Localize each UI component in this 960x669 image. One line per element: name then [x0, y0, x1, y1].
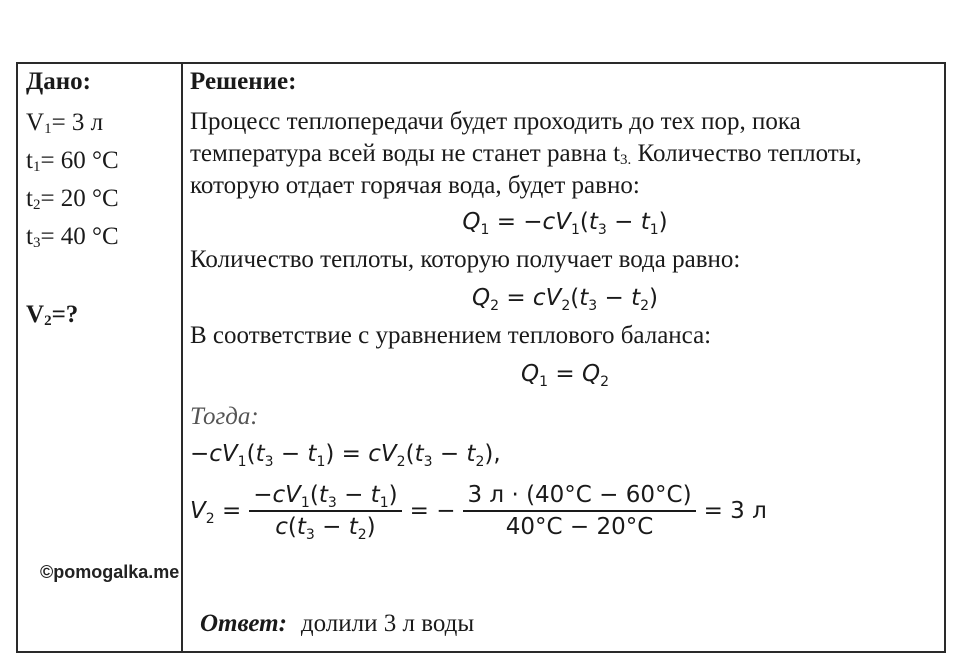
given-t2: $t_2= 20$ °C — [26, 185, 119, 213]
solution-header: Решение: — [190, 68, 297, 95]
answer-text: долили 3 л воды — [300, 610, 475, 637]
answer-label: Ответ: — [200, 610, 287, 637]
formula-equation: $-cV_1(t_3 - t_1) = cV_2(t_3 - t_2)$, — [190, 441, 501, 470]
formula-q1: $Q_1 = -cV_1(t_3 - t_1)$ — [462, 209, 668, 238]
solution-paragraph-1: Процесс теплопередачи будет проходить до тех пор, пока температура всей воды не станет равна $t_{3.}$ Количество теплоты, которую отдает горячая вода, будет равно: — [190, 108, 862, 199]
fraction-symbolic: $\frac{-cV_1(t_3 - t_1)}{c(t_3 - t_2)}$ — [249, 482, 401, 540]
formula-v2: $V_2$ = $\frac{-cV_1(t_3 - t_1)}{c(t_3 - t_2)}$ = − $\frac{3 л \cdot (40^\circ C - 60^\circ C)}{40^\circ C - 20^\circ C}$ = 3 л — [190, 482, 767, 543]
formula-q2: $Q_2 = cV_2(t_3 - t_2)$ — [471, 285, 659, 314]
given-column — [26, 66, 176, 334]
fraction-numeric: $\frac{3 л \cdot (40^\circ C - 60^\circ C)}{40^\circ C - 20^\circ C}$ — [463, 482, 695, 540]
then-label: Тогда: — [190, 403, 259, 430]
given-t3: $t_3= 40$ °C — [26, 223, 119, 251]
given-v1: $V_1= 3$ л — [26, 109, 104, 137]
given-header: Дано: — [26, 68, 91, 95]
column-divider — [181, 62, 183, 653]
solution-paragraph-2: Количество теплоты, которую получает вода равно: — [190, 246, 741, 273]
answer — [200, 610, 474, 638]
given-t1: $t_1= 60$ °C — [26, 147, 119, 175]
find-v2: $V_2=$? — [26, 301, 79, 329]
formula-balance: $Q_1 = Q_2$ — [521, 361, 609, 390]
solution-paragraph-3: В соответствие с уравнением теплового баланса: — [190, 322, 712, 349]
watermark: ©pomogalka.me — [40, 562, 180, 582]
solution-column — [190, 66, 940, 546]
